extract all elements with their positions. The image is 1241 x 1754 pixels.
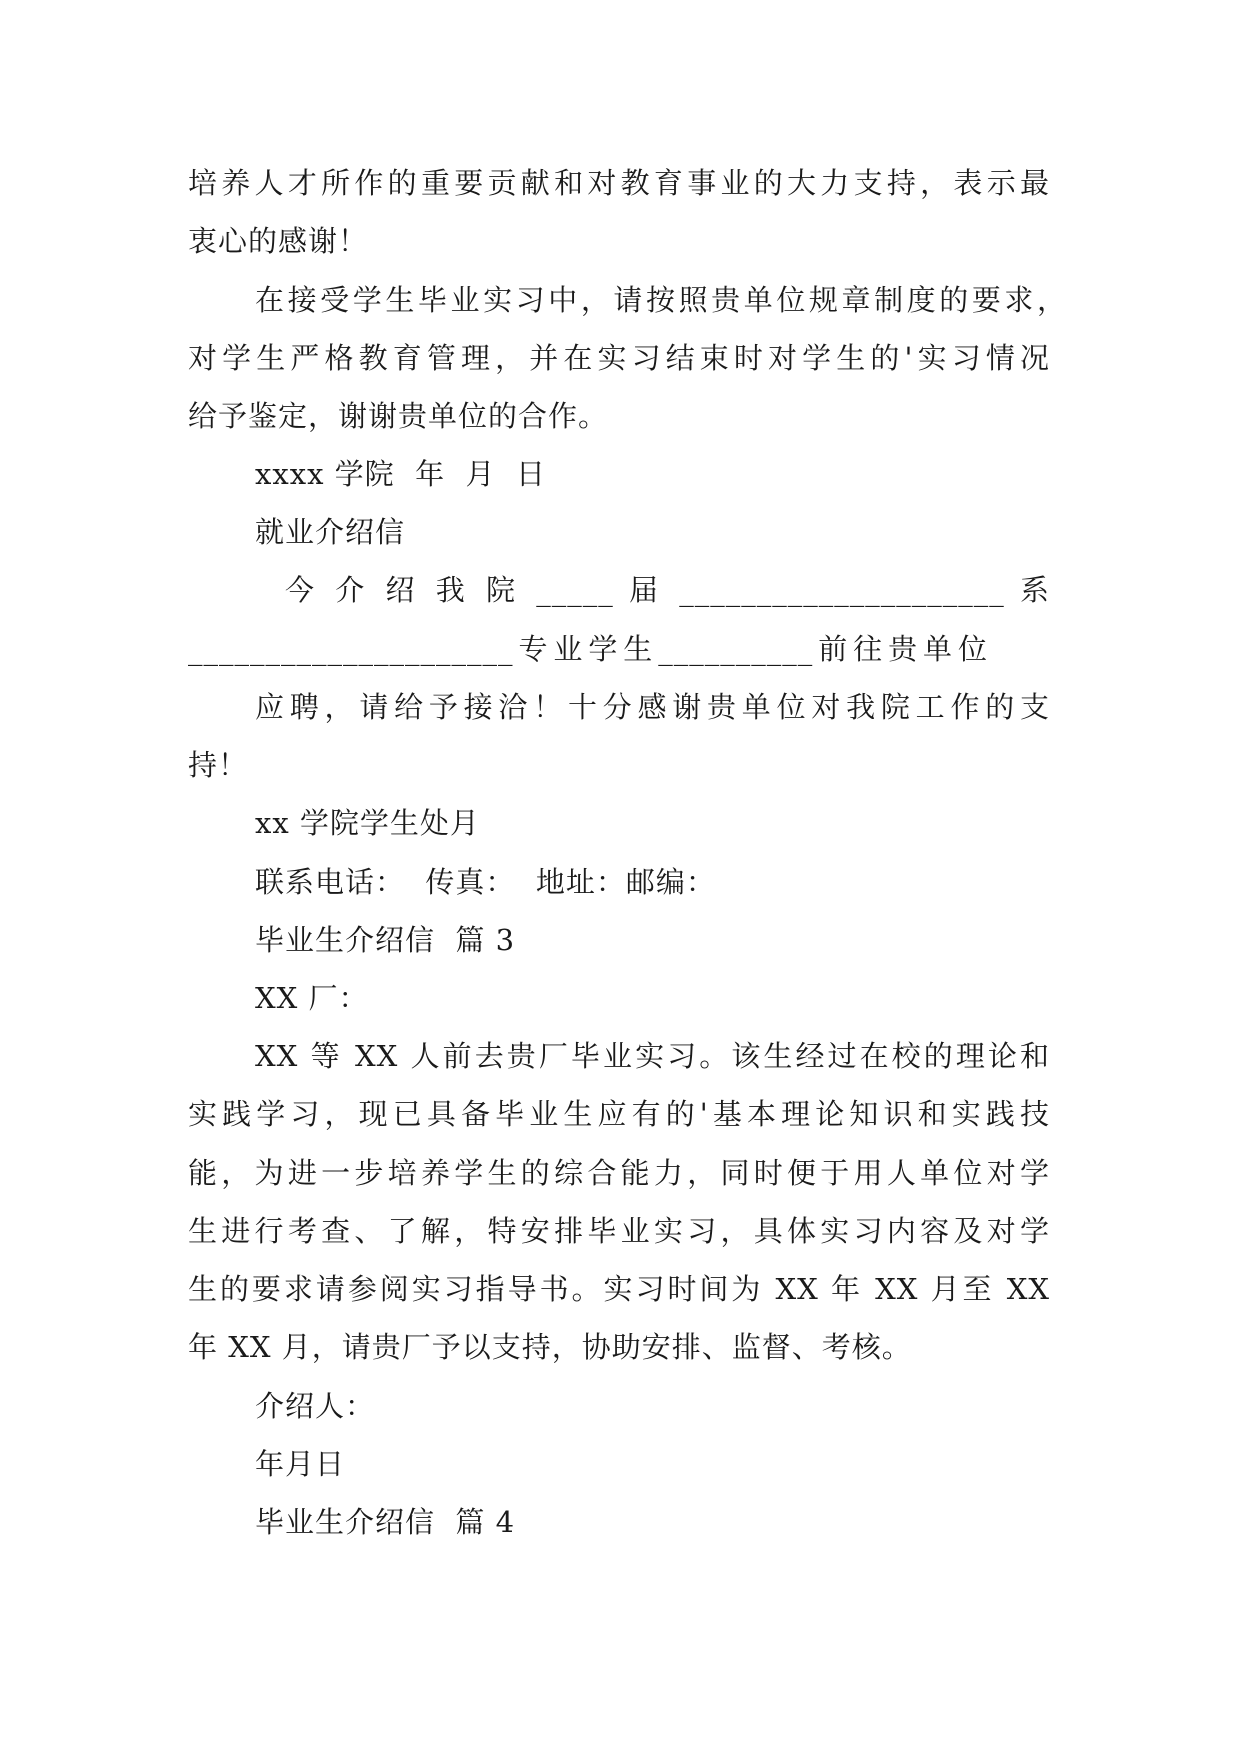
text-line: 生的要求请参阅实习指导书。实习时间为 XX 年 XX 月至 XX (188, 1272, 1050, 1306)
section-heading: 毕业生介绍信 篇 3 (255, 923, 516, 957)
text-line: 就业介绍信 (255, 515, 406, 549)
text-line: _____________________专业学生__________前往贵单位 (188, 632, 988, 666)
text-line: xx 学院学生处月 (255, 806, 480, 840)
text-line: 能，为进一步培养学生的综合能力，同时便于用人单位对学 (188, 1156, 1050, 1190)
text-line: 培养人才所作的重要贡献和对教育事业的大力支持，表示最 (188, 166, 1050, 200)
text-line: 实践学习，现已具备毕业生应有的'基本理论知识和实践技 (188, 1097, 1050, 1131)
text-line: 应聘，请给予接洽！十分感谢贵单位对我院工作的支 (255, 690, 1050, 724)
text-line: 生进行考查、了解，特安排毕业实习，具体实习内容及对学 (188, 1214, 1050, 1248)
text-line: 年 XX 月，请贵厂予以支持，协助安排、监督、考核。 (188, 1330, 912, 1364)
text-line: xxxx 学院 年 月 日 (255, 457, 546, 491)
text-line: XX 等 XX 人前去贵厂毕业实习。该生经过在校的理论和 (255, 1039, 1050, 1073)
text-line: 介绍人： (255, 1389, 376, 1423)
section-heading: 毕业生介绍信 篇 4 (255, 1505, 516, 1539)
text-line: 今 介 绍 我 院 _____ 届 _____________________ 系 (285, 573, 1050, 607)
text-line: 年月日 (255, 1447, 346, 1481)
text-line: 持！ (188, 748, 249, 782)
text-line: 联系电话： 传真： 地址：邮编： (255, 865, 716, 899)
text-line: 衷心的感谢！ (188, 224, 369, 258)
text-line: 给予鉴定，谢谢贵单位的合作。 (188, 399, 609, 433)
text-line: 在接受学生毕业实习中，请按照贵单位规章制度的要求， (255, 283, 1067, 317)
text-line: XX 厂： (255, 981, 369, 1015)
text-line: 对学生严格教育管理，并在实习结束时对学生的'实习情况 (188, 341, 1050, 375)
